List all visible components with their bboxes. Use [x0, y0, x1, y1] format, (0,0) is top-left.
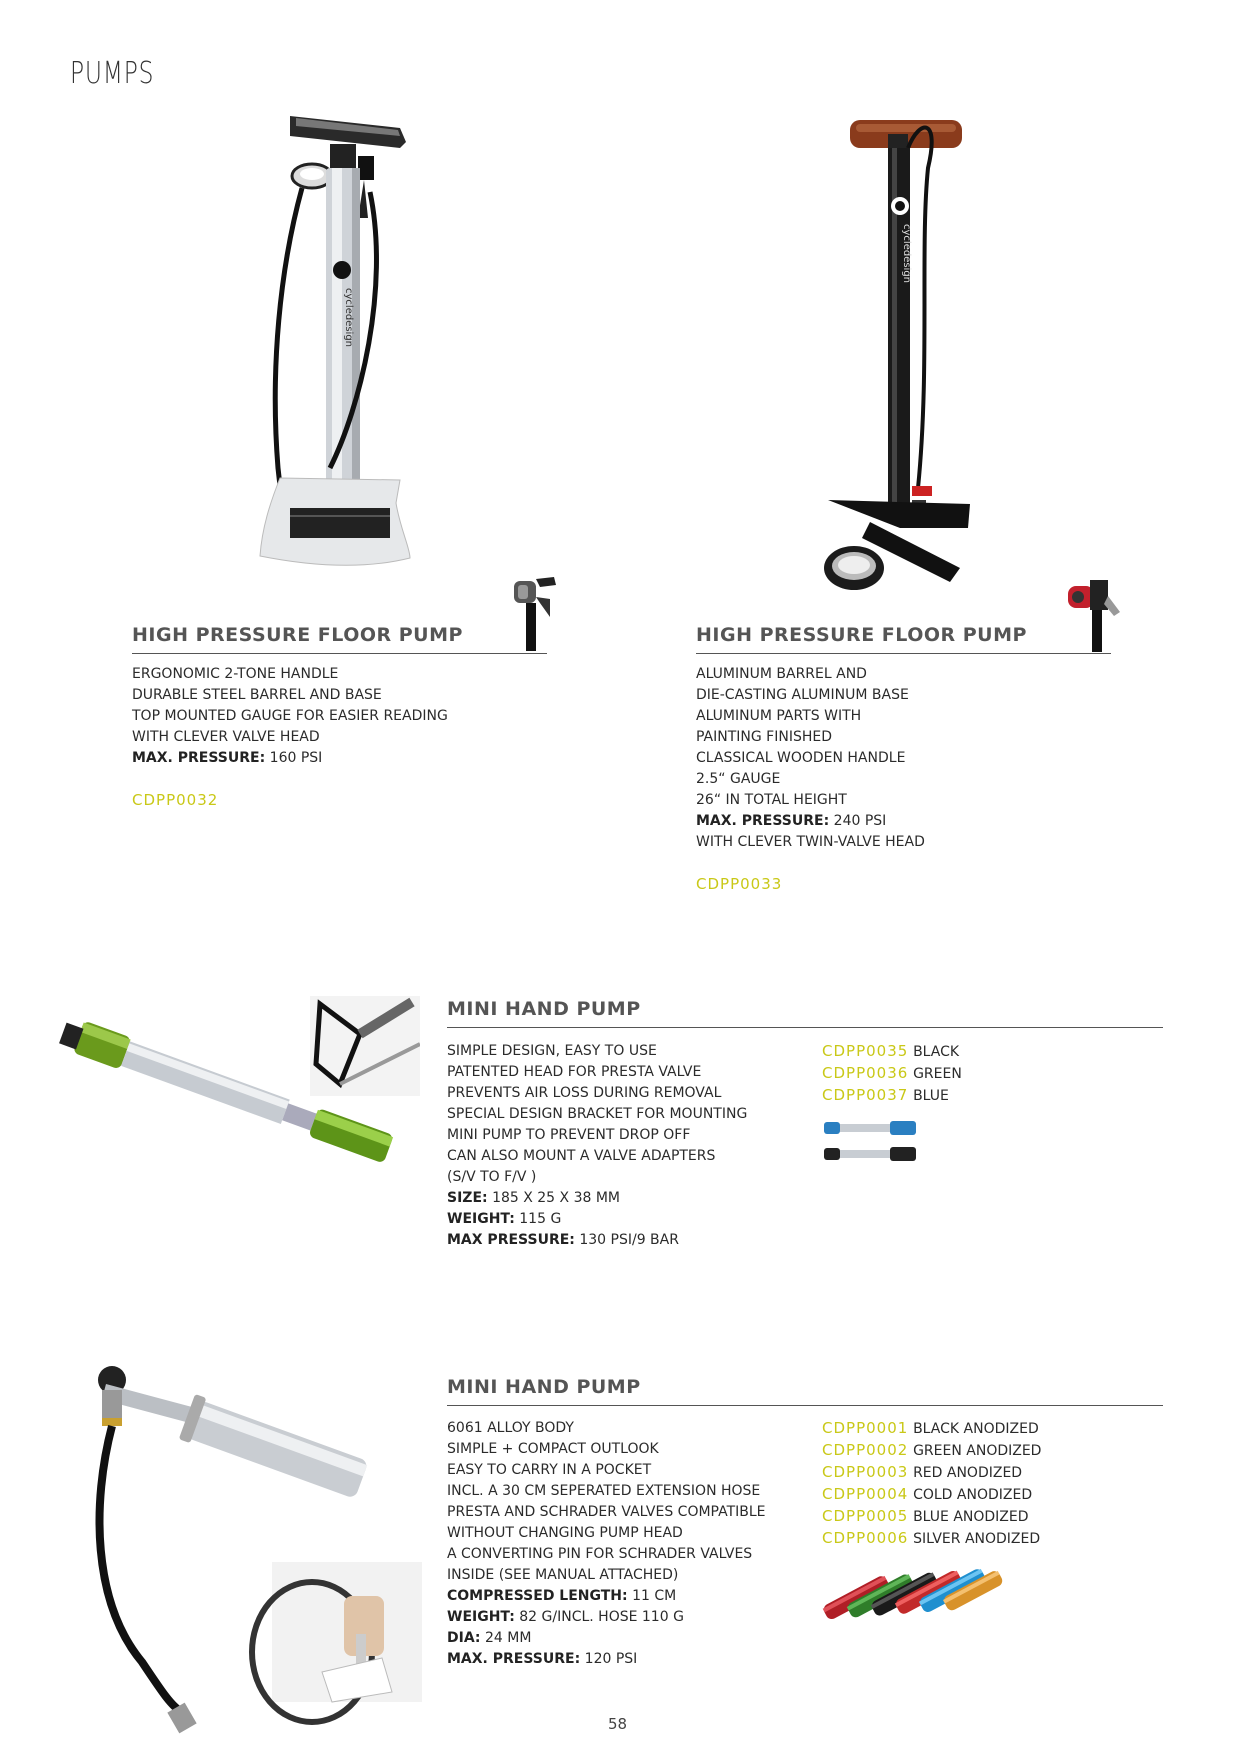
product-code: CDPP0033 [696, 875, 783, 893]
floor-pump-silver-image [250, 108, 420, 588]
spec-value: 185 X 25 X 38 MM [492, 1190, 621, 1206]
section-rule [132, 653, 547, 654]
feature-line: PATENTED HEAD FOR PRESTA VALVE [447, 1064, 702, 1080]
svg-text:cycledesign: cycledesign [901, 224, 912, 284]
feature-line: EASY TO CARRY IN A POCKET [447, 1462, 652, 1478]
variant-item [822, 1528, 1041, 1550]
variant-code: CDPP0002 [822, 1441, 909, 1459]
page-title: PUMPS [70, 56, 155, 91]
feature-line: PREVENTS AIR LOSS DURING REMOVAL [447, 1085, 722, 1101]
product-code: CDPP0032 [132, 791, 219, 809]
feature-line: MINI PUMP TO PREVENT DROP OFF [447, 1127, 691, 1143]
variant-code: CDPP0035 [822, 1042, 909, 1060]
spec-line [447, 1607, 766, 1628]
spec-value: 130 PSI/9 BAR [579, 1232, 679, 1248]
variant-desc: SILVER ANODIZED [913, 1531, 1041, 1547]
spec-line [447, 1649, 766, 1670]
twin-valve-head-image [1064, 572, 1124, 654]
spec-value: 82 G/INCL. HOSE 110 G [519, 1609, 684, 1625]
spec-label: MAX. PRESSURE: [447, 1651, 581, 1667]
mini-pump-image [40, 994, 420, 1224]
product-heading: MINI HAND PUMP [447, 998, 641, 1020]
feature-line: SIMPLE + COMPACT OUTLOOK [447, 1441, 659, 1457]
product-heading: MINI HAND PUMP [447, 1376, 641, 1398]
spec-label: COMPRESSED LENGTH: [447, 1588, 628, 1604]
feature-line: TOP MOUNTED GAUGE FOR EASIER READING [132, 708, 448, 724]
variant-item [822, 1063, 962, 1085]
variant-code: CDPP0003 [822, 1463, 909, 1481]
variant-item [822, 1440, 1041, 1462]
variant-item [822, 1506, 1041, 1528]
feature-line: DURABLE STEEL BARREL AND BASE [132, 687, 382, 703]
spec-line [447, 1628, 766, 1649]
spec-line [447, 1586, 766, 1607]
spec-label: MAX. PRESSURE: [132, 750, 266, 766]
feature-line: ERGONOMIC 2-TONE HANDLE [132, 666, 339, 682]
section-rule [696, 653, 1111, 654]
feature-line: WITHOUT CHANGING PUMP HEAD [447, 1525, 683, 1541]
variant-desc: GREEN [913, 1066, 962, 1082]
variant-item [822, 1041, 962, 1063]
section-rule [447, 1027, 1163, 1028]
variant-desc: BLUE [913, 1088, 949, 1104]
feature-line: 6061 ALLOY BODY [447, 1420, 574, 1436]
spec-value: 120 PSI [584, 1651, 638, 1667]
variant-list [822, 1041, 962, 1107]
feature-line: (S/V TO F/V ) [447, 1169, 537, 1185]
spec-label: WEIGHT: [447, 1609, 515, 1625]
variant-list [822, 1418, 1041, 1550]
variant-code: CDPP0006 [822, 1529, 909, 1547]
feature-line: 2.5“ GAUGE [696, 771, 781, 787]
variant-desc: BLUE ANODIZED [913, 1509, 1029, 1525]
feature-line: SIMPLE DESIGN, EASY TO USE [447, 1043, 657, 1059]
variant-item [822, 1418, 1041, 1440]
feature-line: CAN ALSO MOUNT A VALVE ADAPTERS [447, 1148, 716, 1164]
svg-text:cycledesign: cycledesign [343, 288, 354, 348]
spec-label: SIZE: [447, 1190, 488, 1206]
feature-line: WITH CLEVER VALVE HEAD [132, 729, 320, 745]
variant-desc: GREEN ANODIZED [913, 1443, 1042, 1459]
variant-code: CDPP0037 [822, 1086, 909, 1104]
spec-line [447, 1230, 747, 1251]
spec-value: 160 PSI [269, 750, 323, 766]
variant-item [822, 1484, 1041, 1506]
spec-line [696, 811, 925, 832]
feature-line: SPECIAL DESIGN BRACKET FOR MOUNTING [447, 1106, 748, 1122]
spec-label: WEIGHT: [447, 1211, 515, 1227]
spec-label: MAX. PRESSURE: [696, 813, 830, 829]
spec-label: DIA: [447, 1630, 481, 1646]
spec-line [447, 1188, 747, 1209]
variant-desc: BLACK ANODIZED [913, 1421, 1039, 1437]
feature-line: PRESTA AND SCHRADER VALVES COMPATIBLE [447, 1504, 766, 1520]
product-heading: HIGH PRESSURE FLOOR PUMP [132, 624, 463, 646]
spec-line [447, 1209, 747, 1230]
feature-line: WITH CLEVER TWIN-VALVE HEAD [696, 834, 925, 850]
variant-code: CDPP0005 [822, 1507, 909, 1525]
feature-line: 26“ IN TOTAL HEIGHT [696, 792, 847, 808]
spec-value: 24 MM [484, 1630, 532, 1646]
spec-value: 240 PSI [833, 813, 887, 829]
feature-line: INCL. A 30 CM SEPERATED EXTENSION HOSE [447, 1483, 761, 1499]
variant-desc: RED ANODIZED [913, 1465, 1023, 1481]
spec-value: 115 G [519, 1211, 562, 1227]
variant-desc: COLD ANODIZED [913, 1487, 1033, 1503]
variant-code: CDPP0004 [822, 1485, 909, 1503]
mini-pump-hose-image [82, 1362, 422, 1742]
variant-item [822, 1085, 962, 1107]
floor-pump-black-image [800, 108, 980, 598]
spec-line [132, 748, 448, 769]
variant-desc: BLACK [913, 1044, 960, 1060]
product-description [447, 1041, 747, 1251]
valve-head-image [510, 573, 560, 653]
anodized-pumps-image [822, 1550, 1012, 1630]
product-description [696, 664, 925, 853]
page-number: 58 [608, 1715, 628, 1733]
feature-line: PAINTING FINISHED [696, 729, 833, 745]
variant-code: CDPP0036 [822, 1064, 909, 1082]
feature-line: ALUMINUM PARTS WITH [696, 708, 862, 724]
product-description [132, 664, 448, 769]
variant-item [822, 1462, 1041, 1484]
spec-label: MAX PRESSURE: [447, 1232, 575, 1248]
product-description [447, 1418, 766, 1670]
mini-pump-variants-image [822, 1118, 922, 1168]
product-heading: HIGH PRESSURE FLOOR PUMP [696, 624, 1027, 646]
feature-line: CLASSICAL WOODEN HANDLE [696, 750, 906, 766]
section-rule [447, 1405, 1163, 1406]
feature-line: ALUMINUM BARREL AND [696, 666, 867, 682]
variant-code: CDPP0001 [822, 1419, 909, 1437]
feature-line: INSIDE (SEE MANUAL ATTACHED) [447, 1567, 679, 1583]
spec-value: 11 CM [632, 1588, 677, 1604]
feature-line: DIE-CASTING ALUMINUM BASE [696, 687, 909, 703]
feature-line: A CONVERTING PIN FOR SCHRADER VALVES [447, 1546, 753, 1562]
